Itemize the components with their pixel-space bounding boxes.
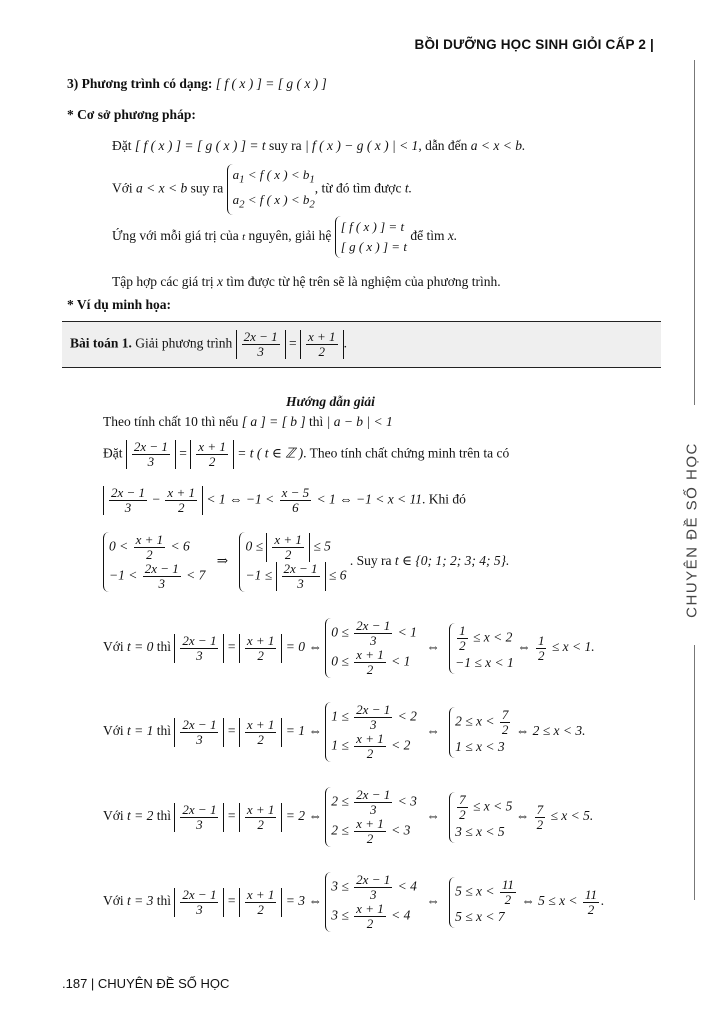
case-row-2: Với t = 2 thì $\frac{2x - 1}{3}$ = $\frac{x + 1}{2}$ = 2 ⇔ 2 ≤ $\frac{2x - 1}{3}$ < 3 2 ≤ $\frac{x + 1}{2}$ < 3 ⇔ $\frac{7}{2}$ ≤ x < 5 3 ≤ x < 5 ⇔ $\frac{7}{2}$ ≤ x < 5.: [103, 787, 594, 846]
step-3: Ứng với mỗi giá trị của t nguyên, giải hệ [ f ( x ) ] = t [ g ( x ) ] = t để tìm x.: [112, 216, 457, 258]
with-label: Với: [103, 723, 124, 739]
solution-line-4: 0 < $\frac{x + 1}{2}$ < 6 −1 < $\frac{2x - 1}{3}$ < 7 ⇒ 0 ≤ $\frac{x + 1}{2}$ ≤ 5 −1 ≤ $\frac{2x - 1}{3}$ ≤ 6 . Suy ra t ∈ {0; 1; 2; 3; 4; 5}.: [103, 532, 509, 592]
problem-box: Bài toán 1. Giải phương trình $\frac{2x - 1}{3}$ = $\frac{x + 1}{2}$ .: [62, 321, 661, 368]
case-row-3: Với t = 3 thì $\frac{2x - 1}{3}$ = $\frac{x + 1}{2}$ = 3 ⇔ 3 ≤ $\frac{2x - 1}{3}$ < 4 3 ≤ $\frac{x + 1}{2}$ < 4 ⇔ 5 ≤ x < $\frac{11}{2}$ 5 ≤ x < 7 ⇔ 5 ≤ x < $\frac{11}{2}$ .: [103, 872, 605, 931]
basis-heading: * Cơ sở phương pháp:: [67, 107, 196, 122]
solution-line-2: Đặt $\frac{2x - 1}{3}$ = $\frac{x + 1}{2}$ = t ( t ∈ ℤ ). Theo tính chất chứng minh trên ta có: [103, 439, 510, 469]
side-rule-bottom: [694, 645, 695, 900]
step-2: Với a < x < b suy ra $a_1 < f$ ( x ) < $b_1$ $a_2 < f$ ( x ) < $b_2$ , từ đó tìm được t.: [112, 164, 412, 215]
solution-line-3: $\frac{2x - 1}{3}$ − $\frac{x + 1}{2}$ < 1 ⇔ −1 < $\frac{x - 5}{6}$ < 1 ⇔ −1 < x < 11. Khi đó: [103, 486, 466, 515]
section-heading: 3) Phương trình có dạng: [ f ( x ) ] = [ g ( x ) ]: [67, 76, 327, 91]
step-4: Tập hợp các giá trị x tìm được từ hệ trên sẽ là nghiệm của phương trình.: [112, 274, 501, 289]
with-label: Với: [103, 808, 124, 824]
with-label: Với: [103, 893, 124, 909]
example-heading: * Ví dụ minh họa:: [67, 297, 172, 312]
side-rule-top: [694, 60, 695, 405]
case-row-0: Với t = 0 thì $\frac{2x - 1}{3}$ = $\frac{x + 1}{2}$ = 0 ⇔ 0 ≤ $\frac{2x - 1}{3}$ < 1 0 ≤ $\frac{x + 1}{2}$ < 1 ⇔ $\frac{1}{2}$ ≤ x < 2 −1 ≤ x < 1 ⇔ $\frac{1}{2}$ ≤ x < 1.: [103, 618, 595, 677]
solution-line-1: Theo tính chất 10 thì nếu [ a ] = [ b ] thì | a − b | < 1: [103, 414, 393, 429]
page-header: BỒI DƯỠNG HỌC SINH GIỎI CẤP 2 |: [414, 37, 654, 52]
with-label: Với: [103, 639, 124, 655]
step-1: Đặt [ f ( x ) ] = [ g ( x ) ] = t suy ra | f ( x ) − g ( x ) | < 1, dẫn đến a < x < b.: [112, 138, 526, 153]
page-footer: .187 | CHUYÊN ĐỀ SỐ HỌC: [62, 976, 230, 991]
case-row-1: Với t = 1 thì $\frac{2x - 1}{3}$ = $\frac{x + 1}{2}$ = 1 ⇔ 1 ≤ $\frac{2x - 1}{3}$ < 2 1 ≤ $\frac{x + 1}{2}$ < 2 ⇔ 2 ≤ x < $\frac{7}{2}$ 1 ≤ x < 3 ⇔ 2 ≤ x < 3.: [103, 702, 586, 761]
solution-title: Hướng dẫn giải: [286, 394, 375, 409]
side-label: CHUYÊN ĐỀ SỐ HỌC: [683, 442, 701, 618]
